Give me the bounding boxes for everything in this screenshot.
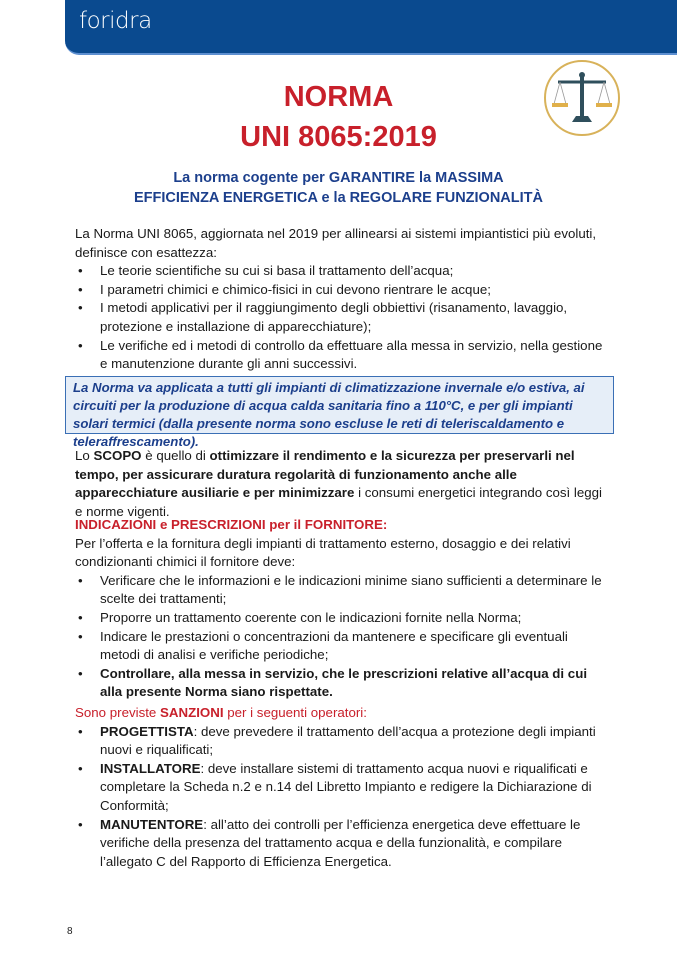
supplier-section [75,516,610,702]
list-item [75,665,610,702]
sanctions-section [75,704,610,871]
intro-section [75,225,610,374]
sanctions-heading [75,704,610,723]
bold-text: SCOPO [93,448,142,463]
text-run: Indicare le prestazioni o concentrazioni da mantenere e specificare gli eventuali metodi di analisi e verifiche periodiche; [100,628,568,663]
list-item [75,816,610,872]
bold-text: INSTALLATORE [100,760,201,776]
list-item [75,609,610,628]
text-run: Lo [75,448,94,463]
header-bar [65,0,677,55]
heading-bold: SANZIONI [160,705,224,720]
bold-text: MANUTENTORE [100,816,204,832]
list-item [75,723,610,760]
supplier-list [75,572,610,702]
text-run: Verificare che le informazioni e le indicazioni minime siano sufficienti a determinare le scelte dei trattamenti; [100,572,602,607]
text-run: i consumi energetici integrando così leggi e norme vigenti. [75,485,602,519]
page-number: 8 [67,926,73,937]
list-item: • I parametri chimici e chimico-fisici in cui devono rientrare le acque; [75,281,610,300]
scope-text [75,447,610,521]
scope-paragraph [75,447,610,521]
bold-text: PROGETTISTA [100,723,194,739]
list-item [75,572,610,609]
foridra-logo: foridra [79,8,152,34]
supplier-text: Per l’offerta e la fornitura degli impianti di trattamento esterno, dosaggio e dei relativi condizionanti chimici il fornitore deve: [75,535,571,570]
list-item [75,760,610,816]
heading-text: per i seguenti operatori: [223,705,367,720]
bold-text: ottimizzare il rendimento e la sicurezza per preservarli nel tempo, per assicurare duratura regolarità di funzionamento anche alle apparecchiature ausiliarie e per [75,448,575,501]
text-run: è quello di [141,448,210,463]
scope-note-box: La Norma va applicata a tutti gli impianti di climatizzazione invernale e/o estiva, ai circuiti per la produzione di acqua calda sanitaria fino a 110°C, e per gli impianti solari termici (dalla presente norma sono escluse le reti di teleriscaldamento e teleraffrescamento). [65,376,614,434]
text-run: : deve prevedere il trattamento dell’acqua a protezione degli impianti nuovi e riqualificati; [100,723,596,758]
title-line-1: NORMA [283,81,394,113]
intro-text: La Norma UNI 8065, aggiornata nel 2019 per allinearsi ai sistemi impiantistici più evoluti, definisce con esattezza: [75,226,597,260]
supplier-heading: INDICAZIONI e PRESCRIZIONI per il FORNITORE: [75,517,388,532]
text-run: : all’atto dei controlli per l’efficienza energetica deve effettuare le verifiche della presenza del trattamento acqua e della funzionalità, e compilare l’allegato C del Rapporto di Efficienza Energetica. [100,816,581,869]
heading-text: Sono previste [75,705,161,720]
sanctions-list [75,723,610,872]
list-item: • I metodi applicativi per il raggiungimento degli obbiettivi (risanamento, lavaggio, protezione e installazione di apparecchiature); [75,299,610,336]
subtitle-line-1: La norma cogente per GARANTIRE la MASSIMA [173,170,504,186]
title-line-2: UNI 8065:2019 [240,121,437,153]
list-item: • Le verifiche ed i metodi di controllo da effettuare alla messa in servizio, nella gestione e manutenzione durante gli anni successivi. [75,337,610,374]
bold-text: minimizzare [278,485,355,501]
bold-text: Controllare, alla messa in servizio, che le prescrizioni relative all’acqua di cui alla presente Norma siano rispettate. [100,665,588,700]
subtitle-line-2: EFFICIENZA ENERGETICA e la REGOLARE FUNZIONALITÀ [134,190,543,206]
subtitle [0,168,677,208]
text-run: Proporre un trattamento coerente con le indicazioni fornite nella Norma; [100,609,522,625]
intro-list [75,262,610,374]
list-item: • Le teorie scientifiche su cui si basa il trattamento dell’acqua; [75,262,610,281]
text-run: : deve installare sistemi di trattamento acqua nuovi e riqualificati e completare la Scheda n.2 e n.14 del Libretto Impianto e redigere la Dichiarazione di Conformità; [100,760,592,813]
list-item [75,628,610,665]
